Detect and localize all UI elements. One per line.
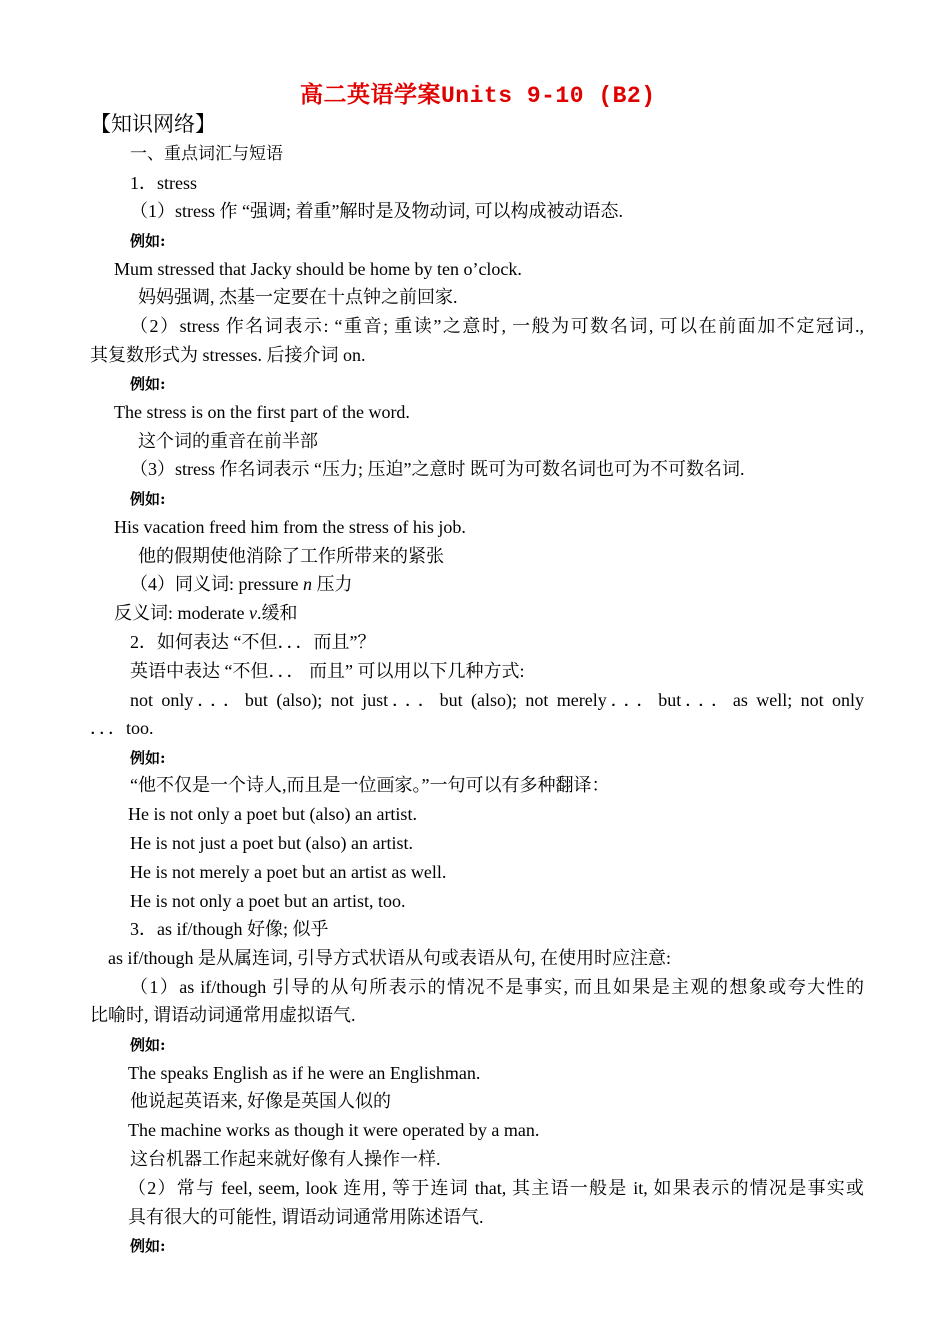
item-heading-not-only: 2．如何表达 “不但．．．而且”？ bbox=[130, 632, 376, 652]
example-chinese: “他不仅是一个诗人,而且是一位画家。”一句可以有多种翻译： bbox=[130, 775, 610, 795]
example-english: He is not only a poet but (also) an artist. bbox=[128, 804, 417, 824]
paragraph-continuation: 比喻时, 谓语动词通常用虚拟语气. bbox=[90, 1005, 356, 1025]
paragraph: （3）stress 作名词表示 “压力; 压迫”之意时 既可为可数名词也可为不可数名词. bbox=[130, 459, 745, 479]
paragraph-continuation: 其复数形式为 stresses. 后接介词 on. bbox=[90, 345, 366, 365]
example-chinese: 妈妈强调, 杰基一定要在十点钟之前回家. bbox=[138, 287, 458, 307]
page-title bbox=[300, 84, 656, 107]
title-chinese: 高二英语学案 bbox=[300, 82, 441, 107]
example-label: 例如: bbox=[130, 1036, 166, 1054]
example-label: 例如: bbox=[130, 1237, 166, 1255]
antonym-line: 反义词: moderate v.缓和 bbox=[114, 603, 298, 623]
paragraph: （2）常与 feel, seem, look 连用, 等于连词 that, 其主语一般是 it, 如果表示的情况是事实或 bbox=[128, 1178, 864, 1198]
title-units: Units 9-10 (B2) bbox=[441, 83, 656, 109]
example-label: 例如: bbox=[130, 232, 166, 250]
example-english: The machine works as though it were operated by a man. bbox=[128, 1120, 540, 1140]
paragraph: 英语中表达 “不但．．． 而且” 可以用以下几种方式: bbox=[130, 661, 525, 681]
example-label: 例如: bbox=[130, 375, 166, 393]
example-label: 例如: bbox=[130, 749, 166, 767]
example-chinese: 这台机器工作起来就好像有人操作一样. bbox=[130, 1149, 441, 1169]
example-chinese: 他说起英语来, 好像是英国人似的 bbox=[130, 1091, 391, 1111]
paragraph: （1）as if/though 引导的从句所表示的情况不是事实, 而且如果是主观的想象或夸大性的 bbox=[130, 977, 864, 997]
paragraph: as if/though 是从属连词, 引导方式状语从句或表语从句, 在使用时应注意: bbox=[108, 948, 671, 968]
paragraph: not only．．．but (also); not just．．．but (also); not merely．．．but．．．as well; not only bbox=[130, 690, 864, 710]
example-english: He is not only a poet but an artist, too. bbox=[130, 891, 406, 911]
example-english: He is not merely a poet but an artist as well. bbox=[130, 862, 447, 882]
paragraph: （2）stress 作名词表示: “重音; 重读”之意时, 一般为可数名词, 可以在前面加不定冠词., bbox=[130, 316, 864, 336]
example-chinese: 这个词的重音在前半部 bbox=[138, 431, 318, 451]
paragraph-continuation: ．．．too. bbox=[90, 718, 154, 738]
item-heading-stress: 1．stress bbox=[130, 173, 197, 193]
item-heading-as-if: 3．as if/though 好像; 似乎 bbox=[130, 919, 329, 939]
example-english: Mum stressed that Jacky should be home by ten o’clock. bbox=[114, 259, 522, 279]
section-heading: 【知识网络】 bbox=[90, 112, 216, 136]
paragraph: （1）stress 作 “强调; 着重”解时是及物动词, 可以构成被动语态. bbox=[130, 201, 623, 221]
subsection-heading: 一、重点词汇与短语 bbox=[130, 144, 283, 164]
example-english: The stress is on the first part of the word. bbox=[114, 402, 410, 422]
example-english: The speaks English as if he were an Englishman. bbox=[128, 1063, 481, 1083]
paragraph-continuation: 具有很大的可能性, 谓语动词通常用陈述语气. bbox=[128, 1207, 484, 1227]
example-english: He is not just a poet but (also) an artist. bbox=[130, 833, 413, 853]
example-chinese: 他的假期使他消除了工作所带来的紧张 bbox=[138, 546, 444, 566]
example-english: His vacation freed him from the stress of his job. bbox=[114, 517, 466, 537]
example-label: 例如: bbox=[130, 490, 166, 508]
synonym-line: （4）同义词: pressure n 压力 bbox=[130, 574, 353, 594]
